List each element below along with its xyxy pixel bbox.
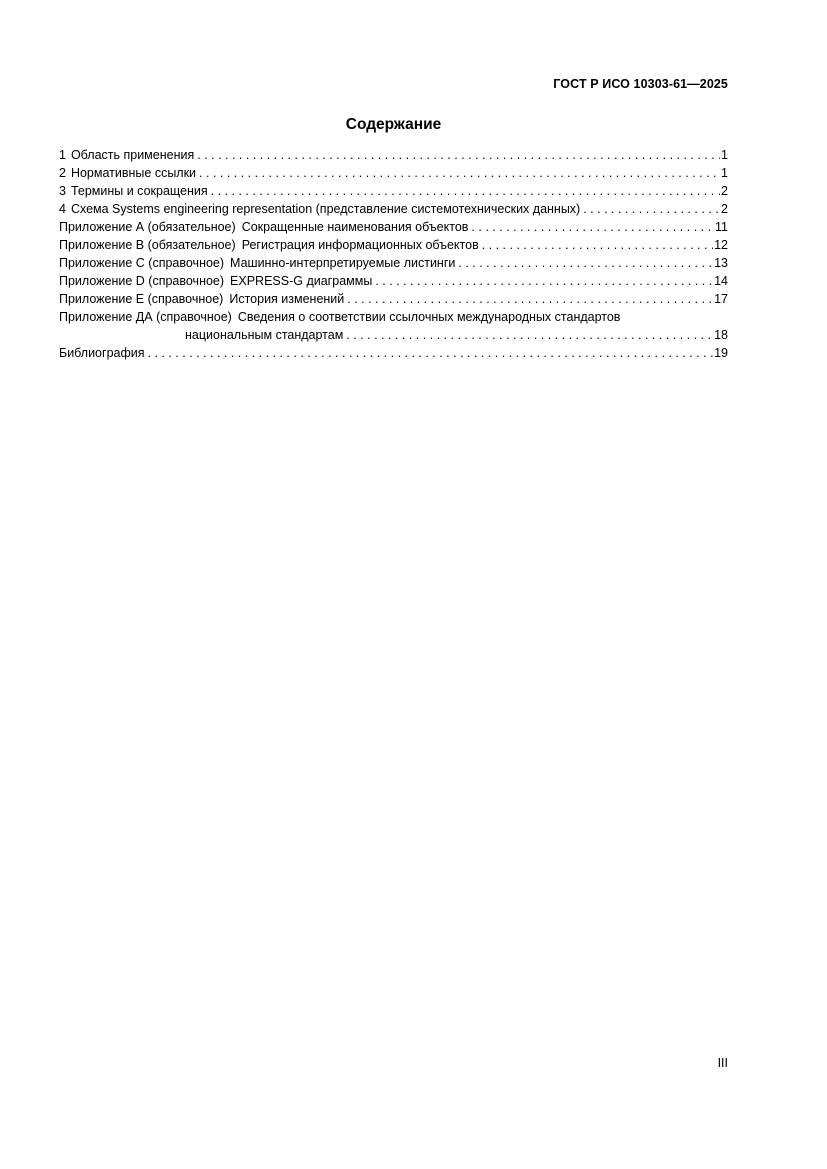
toc-entry-label: Библиография <box>59 346 145 360</box>
table-of-contents <box>59 146 728 362</box>
toc-entry-page: 2 <box>721 184 728 198</box>
toc-entry-label: Сокращенные наименования объектов <box>241 220 469 234</box>
dot-leader <box>346 326 713 344</box>
toc-entry-page: 1 <box>721 148 728 162</box>
toc-entry-label: EXPRESS-G диаграммы <box>230 274 373 288</box>
dot-leader <box>458 254 713 272</box>
document-designation: ГОСТ Р ИСО 10303-61—2025 <box>553 77 728 91</box>
toc-entry-label: Схема Systems engineering representation (представление системотехнических данных) <box>70 202 581 216</box>
toc-entry-bibliography[interactable] <box>59 344 728 362</box>
toc-entry-annex-da-continuation[interactable] <box>59 326 728 344</box>
dot-leader <box>375 272 713 290</box>
toc-entry-normative-references[interactable] <box>59 164 728 182</box>
toc-entry-label: Машинно-интерпретируемые листинги <box>230 256 456 270</box>
toc-entry-page: 1 <box>721 166 728 180</box>
dot-leader <box>583 200 720 218</box>
dot-leader <box>211 182 720 200</box>
toc-entry-annex-da[interactable] <box>59 308 728 326</box>
toc-entry-number: 1 <box>59 148 66 162</box>
toc-entry-page: 18 <box>714 328 728 342</box>
dot-leader <box>148 344 714 362</box>
toc-entry-page: 2 <box>721 202 728 216</box>
toc-entry-number: 3 <box>59 184 66 198</box>
toc-entry-schema[interactable] <box>59 200 728 218</box>
toc-entry-annex-c[interactable] <box>59 254 728 272</box>
toc-entry-annex-a[interactable] <box>59 218 728 236</box>
dot-leader <box>347 290 713 308</box>
toc-entry-label: Нормативные ссылки <box>70 166 197 180</box>
toc-entry-terms[interactable] <box>59 182 728 200</box>
annex-prefix: Приложение С (справочное) <box>59 256 225 270</box>
toc-entry-page: 13 <box>714 256 728 270</box>
toc-entry-annex-b[interactable] <box>59 236 728 254</box>
toc-entry-label: Термины и сокращения <box>70 184 208 198</box>
annex-prefix: Приложение D (справочное) <box>59 274 225 288</box>
toc-entry-annex-d[interactable] <box>59 272 728 290</box>
dot-leader <box>471 218 714 236</box>
annex-prefix: Приложение А (обязательное) <box>59 220 236 234</box>
toc-entry-number: 2 <box>59 166 66 180</box>
toc-entry-label: История изменений <box>229 292 345 306</box>
toc-entry-label: Область применения <box>70 148 195 162</box>
toc-entry-label: Регистрация информационных объектов <box>241 238 479 252</box>
dot-leader <box>199 164 720 182</box>
annex-prefix: Приложение ДА (справочное) <box>59 310 232 324</box>
toc-entry-page: 11 <box>715 220 728 234</box>
toc-entry-page: 19 <box>714 346 728 360</box>
toc-entry-label: Сведения о соответствии ссылочных международных стандартов <box>237 310 621 324</box>
toc-title: Содержание <box>345 116 442 133</box>
annex-prefix: Приложение Е (справочное) <box>59 292 224 306</box>
toc-entry-annex-e[interactable] <box>59 290 728 308</box>
annex-prefix: Приложение В (обязательное) <box>59 238 236 252</box>
toc-entry-page: 14 <box>714 274 728 288</box>
toc-entry-page: 12 <box>714 238 728 252</box>
toc-entry-scope[interactable] <box>59 146 728 164</box>
dot-leader <box>482 236 713 254</box>
toc-entry-label: национальным стандартам <box>185 328 344 342</box>
toc-entry-number: 4 <box>59 202 66 216</box>
page-number: III <box>717 1056 728 1070</box>
toc-entry-page: 17 <box>714 292 728 306</box>
dot-leader <box>197 146 720 164</box>
